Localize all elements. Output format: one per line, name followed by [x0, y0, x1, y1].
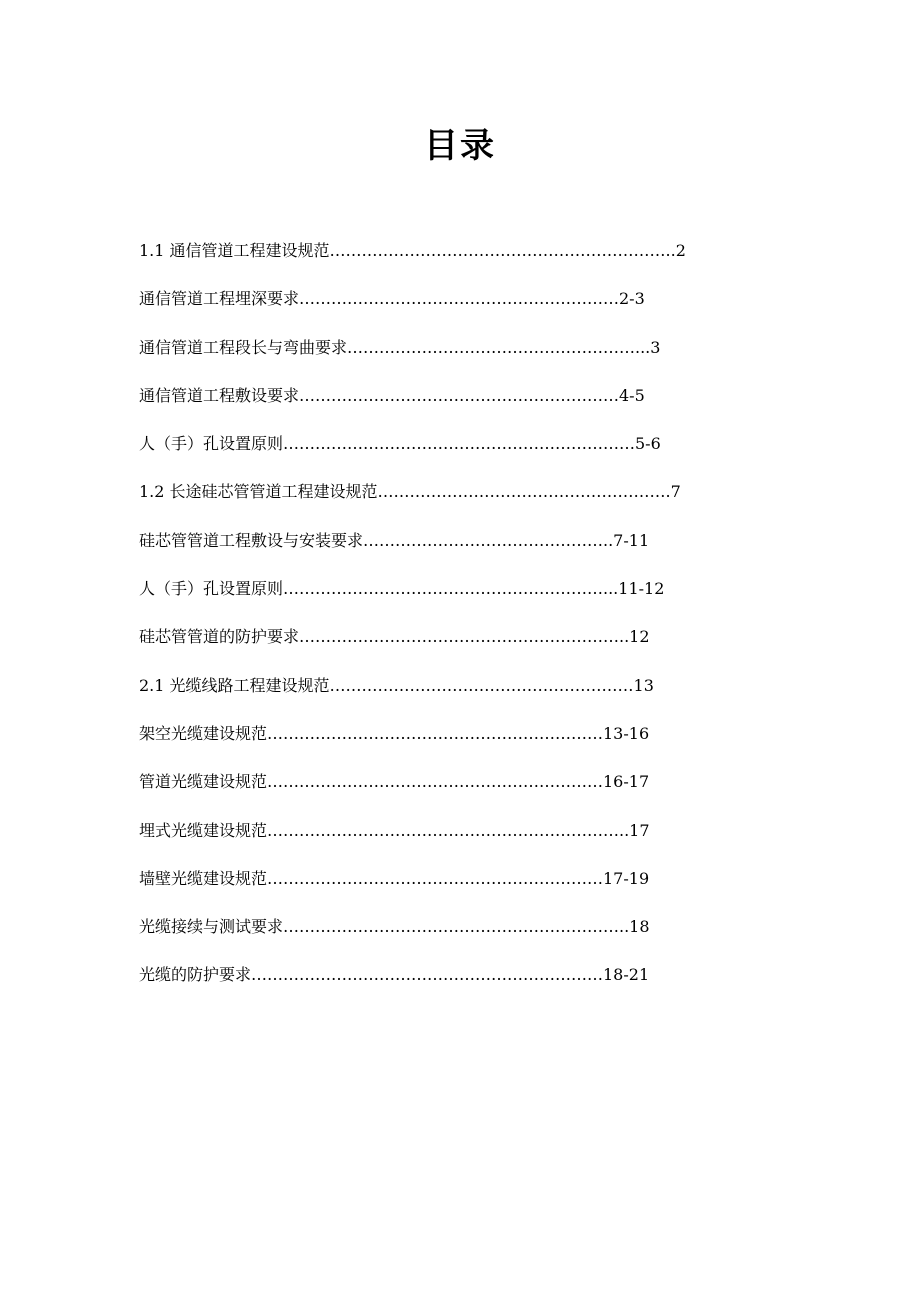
toc-entry-text: 1.2 长途硅芯管管道工程建设规范……………………………………………….7	[139, 482, 681, 502]
toc-entry-text: 通信管道工程段长与弯曲要求………………………………………………...3	[139, 337, 661, 357]
toc-entry[interactable]	[139, 622, 799, 670]
toc-entry[interactable]	[139, 284, 799, 332]
toc-entry[interactable]	[139, 526, 799, 574]
toc-entry-text: 光缆的防护要求…………………………………………………………18-21	[139, 965, 650, 985]
toc-entry-text: 硅芯管管道工程敷设与安装要求………………………………………..7-11	[139, 530, 650, 550]
toc-entry[interactable]	[139, 960, 799, 1008]
toc-entry-text: 通信管道工程敷设要求……………………………………………………4-5	[139, 385, 645, 405]
toc-entry[interactable]	[139, 816, 799, 864]
toc-entry[interactable]	[139, 671, 799, 719]
toc-entry[interactable]	[139, 574, 799, 622]
toc-entry-text: 通信管道工程埋深要求……………………………………………………2-3	[139, 289, 645, 309]
toc-entry-text: 人（手）孔设置原则…………………………………………………………5-6	[139, 434, 661, 454]
toc-entry-text: 2.1 光缆线路工程建设规范…………………………………………………13	[139, 675, 654, 695]
toc-entry[interactable]	[139, 429, 799, 477]
toc-entry-text: 光缆接续与测试要求………………………………………………………..18	[139, 917, 650, 937]
toc-entry-text: 墙壁光缆建设规范………………………………………………………17-19	[139, 868, 650, 888]
toc-entry[interactable]	[139, 236, 799, 284]
toc-entry-text: 管道光缆建设规范………………………………………………………16-17	[139, 772, 650, 792]
page-title: 目录	[424, 126, 496, 166]
toc-entry[interactable]	[139, 864, 799, 912]
toc-entry[interactable]	[139, 333, 799, 381]
table-of-contents	[139, 236, 799, 1009]
toc-entry[interactable]	[139, 381, 799, 429]
toc-entry-text: 架空光缆建设规范………………………………………………………13-16	[139, 723, 650, 743]
toc-entry-text: 硅芯管管道的防护要求……………………………………………………..12	[139, 627, 650, 647]
toc-entry-text: 人（手）孔设置原则……………………………………………………...11-12	[139, 579, 665, 599]
toc-entry[interactable]	[139, 719, 799, 767]
toc-entry[interactable]	[139, 767, 799, 815]
toc-entry[interactable]	[139, 477, 799, 525]
toc-entry-text: 埋式光缆建设规范…………………………………………………………..17	[139, 820, 650, 840]
toc-entry-text: 1.1 通信管道工程建设规范………………………………………………………..2	[139, 241, 686, 260]
toc-entry[interactable]	[139, 912, 799, 960]
